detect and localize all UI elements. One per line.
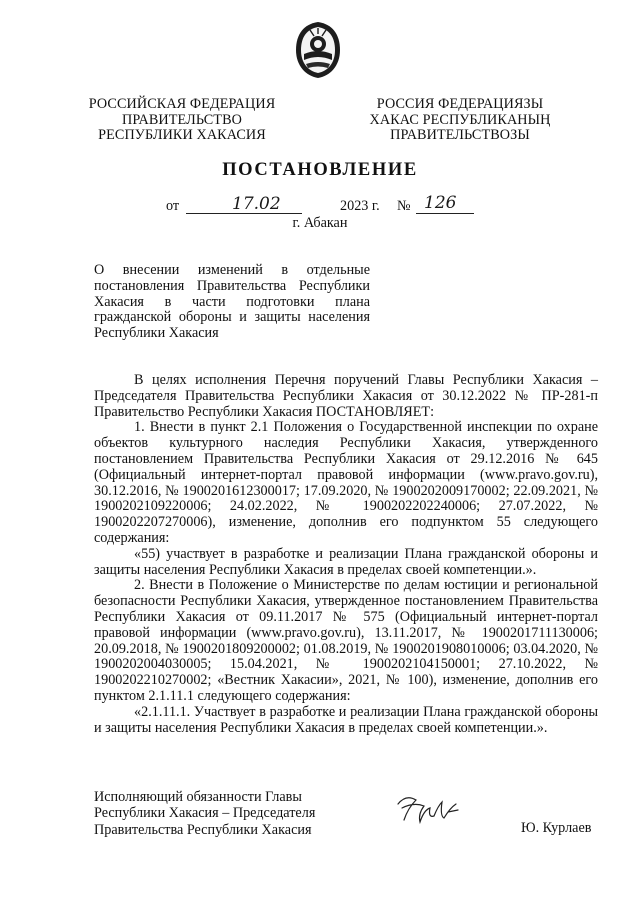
number-label: № <box>397 198 411 214</box>
subject-line: гражданской обороны и защиты населения <box>94 309 370 326</box>
body-paragraph: 1. Внести в пункт 2.1 Положения о Государственной инспекции по охране объектов культурного наследия Республики Хакасия, утвержденного постановлением Правительства Республики Хакасия от 29.12.2016 № 645 (Официальный интернет-портал правовой информации (www.pravo.gov.ru), 30.12.2016, № 1900201612300017; 17.09.2020, № 1900202009170002; 22.09.2021, № 1900202109220006; 24.02.2022, № 1900202202240006; 27.07.2022, № 1900202207270006), изменение, дополнив его подпунктом 55 следующего содержания: <box>94 419 598 546</box>
document-title: ПОСТАНОВЛЕНИЕ <box>222 160 418 180</box>
handwritten-signature <box>394 790 464 830</box>
header-right-line: ХАКАС РЕСПУБЛИКАНЫҢ <box>369 111 551 128</box>
header-left-line: РОССИЙСКАЯ ФЕДЕРАЦИЯ <box>88 96 276 112</box>
coat-of-arms-emblem <box>290 20 346 80</box>
signatory-title <box>94 789 315 838</box>
body-paragraph: «2.1.11.1. Участвует в разработке и реализации Плана гражданской обороны и защиты населения Республики Хакасия в пределах своей компетенции.». <box>94 703 598 736</box>
handwritten-number: 126 <box>424 193 457 213</box>
number-underline <box>416 213 474 214</box>
handwritten-date: 17.02 <box>232 194 281 214</box>
header-left-line: РЕСПУБЛИКИ ХАКАСИЯ <box>98 127 266 144</box>
document-body <box>94 373 598 736</box>
city-line: г. Абакан <box>292 215 348 231</box>
header-right-block <box>360 97 560 144</box>
subject-block <box>94 263 370 342</box>
date-prefix: от <box>166 198 180 214</box>
body-paragraph: В целях исполнения Перечня поручений Главы Республики Хакасия – Председателя Правительства Республики Хакасия от 30.12.2022 № ПР-281-п Правительство Республики Хакасия ПОСТАНОВЛЯЕТ: <box>94 372 598 420</box>
year-text: 2023 г. <box>340 198 380 214</box>
signatory-title-line: Правительства Республики Хакасия <box>94 821 312 838</box>
header-right-line: РОССИЯ ФЕДЕРАЦИЯЗЫ <box>376 96 544 112</box>
signatory-title-line: Исполняющий обязанности Главы <box>94 789 302 805</box>
header-left-line: ПРАВИТЕЛЬСТВО <box>122 111 242 128</box>
subject-line-last: Республики Хакасия <box>94 325 219 342</box>
header-right-line: ПРАВИТЕЛЬСТВОЗЫ <box>390 127 530 144</box>
signatory-name: Ю. Курлаев <box>521 820 592 836</box>
subject-line: О внесении изменений в отдельные <box>94 262 370 278</box>
header-left-block <box>84 97 280 144</box>
subject-line: Хакасия в части подготовки плана <box>94 293 370 310</box>
body-paragraph: «55) участвует в разработке и реализации Плана гражданской обороны и защиты населения Республики Хакасия в пределах своей компетенции.». <box>94 545 598 578</box>
subject-line: постановления Правительства Республики <box>94 277 370 294</box>
body-paragraph: 2. Внести в Положение о Министерстве по делам юстиции и региональной безопасности Республики Хакасия, утвержденное постановлением Правительства Республики Хакасия от 09.11.2017 № 575 (Официальный интернет-портал правовой информации (www.pravo.gov.ru), 13.11.2017, № 1900201711130006; 20.09.2018, № 1900201809200002; 01.08.2019, № 1900201908010006; 03.04.2020, № 1900202004030005; 15.04.2021, № 1900202104150001; 27.10.2022, № 1900202210270002; «Вестник Хакасии», 2021, № 100), изменение, дополнив его пунктом 2.1.11.1 следующего содержания: <box>94 577 598 704</box>
signatory-title-line: Республики Хакасия – Председателя <box>94 805 316 822</box>
